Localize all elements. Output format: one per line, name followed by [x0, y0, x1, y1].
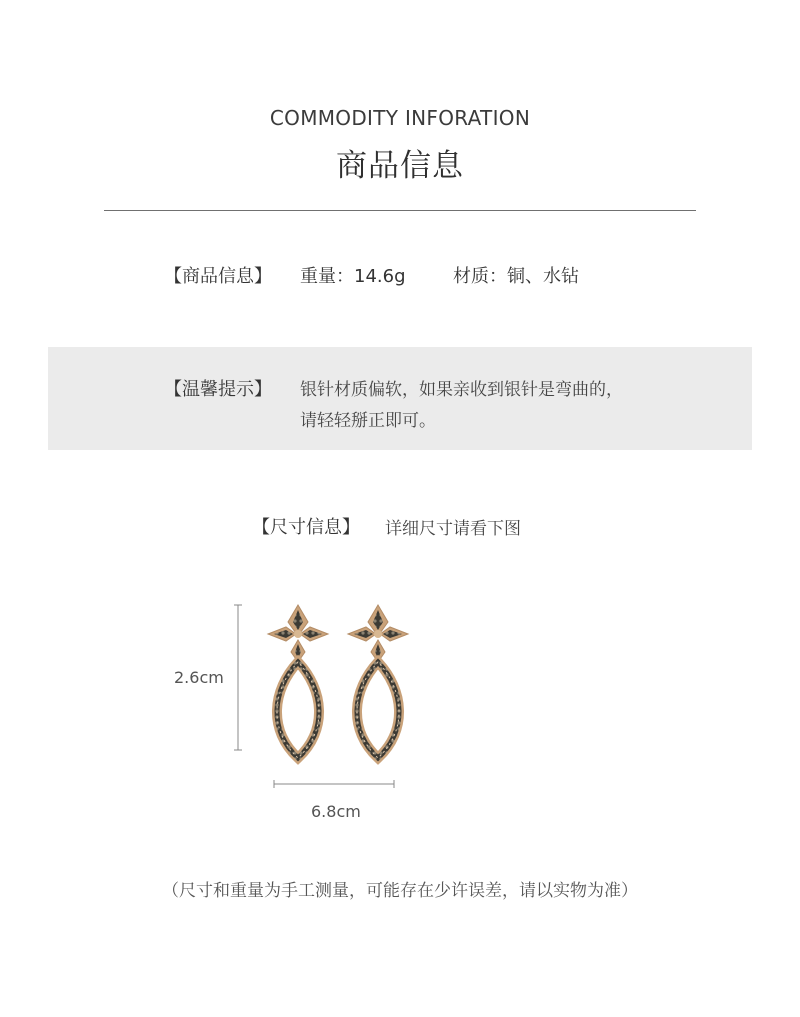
title-english: COMMODITY INFORATION: [269, 106, 531, 130]
right-earring: [348, 605, 408, 758]
info-label: 【商品信息】: [164, 266, 272, 287]
width-dimension-line: [274, 780, 394, 788]
measurement-footnote: （尺寸和重量为手工测量，可能存在少许误差，请以实物为准）: [162, 881, 638, 901]
tip-label: 【温馨提示】: [164, 379, 272, 400]
width-dimension-label: 6.8cm: [311, 802, 361, 821]
title-chinese: 商品信息: [336, 148, 464, 184]
size-label: 【尺寸信息】: [252, 517, 360, 538]
tip-line-1: 银针材质偏软，如果亲收到银针是弯曲的，: [300, 380, 623, 400]
weight-value: 重量：14.6g: [300, 266, 406, 287]
left-earring: [268, 605, 328, 758]
size-text: 详细尺寸请看下图: [385, 519, 521, 539]
height-dimension-line: [234, 605, 242, 750]
material-value: 材质：铜、水钻: [453, 266, 579, 287]
height-dimension-label: 2.6cm: [174, 668, 224, 687]
tip-line-2: 请轻轻掰正即可。: [300, 411, 436, 431]
